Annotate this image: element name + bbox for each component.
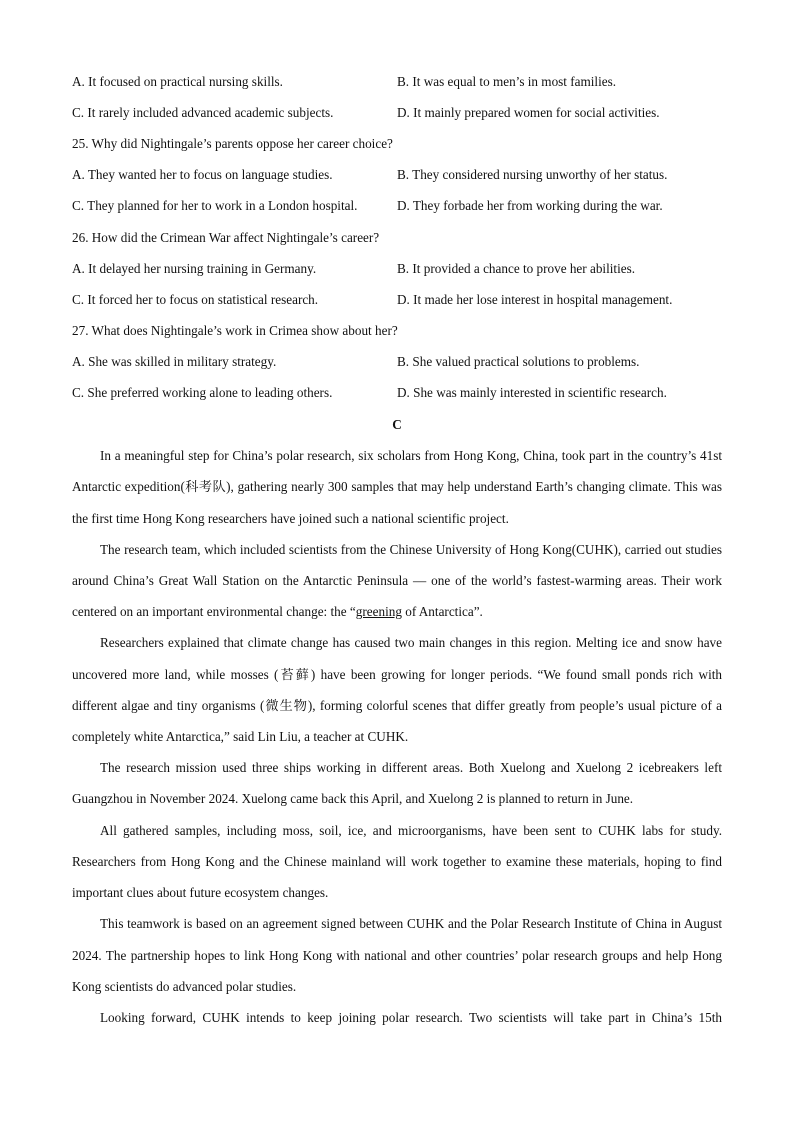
q25-stem: 25. Why did Nightingale’s parents oppose her career choice?: [72, 135, 393, 151]
q25-option-d: D. They forbade her from working during the war.: [397, 198, 663, 214]
q25-options-row-2: [72, 191, 722, 222]
q25-options-row-1: [72, 160, 722, 191]
q27-option-b: B. She valued practical solutions to problems.: [397, 354, 640, 370]
q25-option-c: C. They planned for her to work in a London hospital.: [72, 198, 358, 214]
q27-options-row-2: [72, 378, 722, 409]
passage-paragraph-4: The research mission used three ships working in different areas. Both Xuelong and Xuelong 2 icebreakers left Guangzhou in November 2024. Xuelong came back this April, and Xuelong 2 is planned to return in June.: [72, 760, 722, 807]
passage-paragraph-3: Researchers explained that climate change has caused two main changes in this region. Melting ice and snow have uncovered more land, while mosses (苔藓) have been growing for longer periods. “We found small ponds rich with different algae and tiny organisms (微生物), forming colorful scenes that differ greatly from people’s usual picture of a completely white Antarctica,” said Lin Liu, a teacher at CUHK.: [72, 635, 722, 745]
passage-paragraph-2-text-before: The research team, which included scientists from the Chinese University of Hong Kong(CUHK), carried out studies around China’s Great Wall Station on the Antarctic Peninsula — one of the world’s fastest-warming areas. Their work centered on an important environmental change: the “: [72, 541, 722, 620]
q26-option-d: D. It made her lose interest in hospital management.: [397, 291, 673, 307]
q27-options-row-1: [72, 347, 722, 378]
section-c-heading: C: [392, 416, 402, 432]
q27-stem: 27. What does Nightingale’s work in Crimea show about her?: [72, 323, 398, 339]
q27-option-c: C. She preferred working alone to leading others.: [72, 385, 333, 401]
passage-paragraph-5: All gathered samples, including moss, soil, ice, and microorganisms, have been sent to CUHK labs for study. Researchers from Hong Kong and the Chinese mainland will work together to examine these materials, hoping to find important clues about future ecosystem changes.: [72, 822, 722, 901]
passage-paragraph-1: In a meaningful step for China’s polar research, six scholars from Hong Kong, China, took part in the country’s 41st Antarctic expedition(科考队), gathering nearly 300 samples that may help understand Earth’s changing climate. This was the first time Hong Kong researchers have joined such a national scientific project.: [72, 448, 722, 526]
passage-c: [72, 440, 722, 1033]
passage-paragraph-2-text-after: of Antarctica”.: [401, 604, 483, 620]
document-page: [72, 66, 722, 1033]
passage-paragraph-2: [72, 534, 722, 628]
q26-options-row-2: [72, 284, 722, 315]
q24-option-b: B. It was equal to men’s in most families.: [397, 73, 617, 89]
q26-option-c: C. It forced her to focus on statistical research.: [72, 291, 319, 307]
q24-options-row-2: [72, 97, 722, 128]
q25-option-b: B. They considered nursing unworthy of her status.: [397, 167, 668, 183]
q24-options-row-1: [72, 66, 722, 97]
q26-options-row-1: [72, 253, 722, 284]
q24-option-a: A. It focused on practical nursing skills.: [72, 73, 283, 89]
q24-option-d: D. It mainly prepared women for social activities.: [397, 104, 660, 120]
underlined-word-greening: greening: [355, 604, 402, 620]
q24-option-c: C. It rarely included advanced academic subjects.: [72, 104, 334, 120]
passage-paragraph-6: This teamwork is based on an agreement signed between CUHK and the Polar Research Institute of China in August 2024. The partnership hopes to link Hong Kong with national and other countries’ polar research groups and help Hong Kong scientists do advanced polar studies.: [72, 916, 722, 994]
q26-option-b: B. It provided a chance to prove her abilities.: [397, 260, 636, 276]
passage-paragraph-7: Looking forward, CUHK intends to keep joining polar research. Two scientists will take part in China’s 15th: [100, 1009, 722, 1025]
q27-option-d: D. She was mainly interested in scientific research.: [397, 385, 667, 401]
q26-stem: 26. How did the Crimean War affect Nightingale’s career?: [72, 229, 380, 245]
q26-option-a: A. It delayed her nursing training in Germany.: [72, 260, 317, 276]
q27-option-a: A. She was skilled in military strategy.: [72, 354, 277, 370]
q25-option-a: A. They wanted her to focus on language studies.: [72, 167, 333, 183]
